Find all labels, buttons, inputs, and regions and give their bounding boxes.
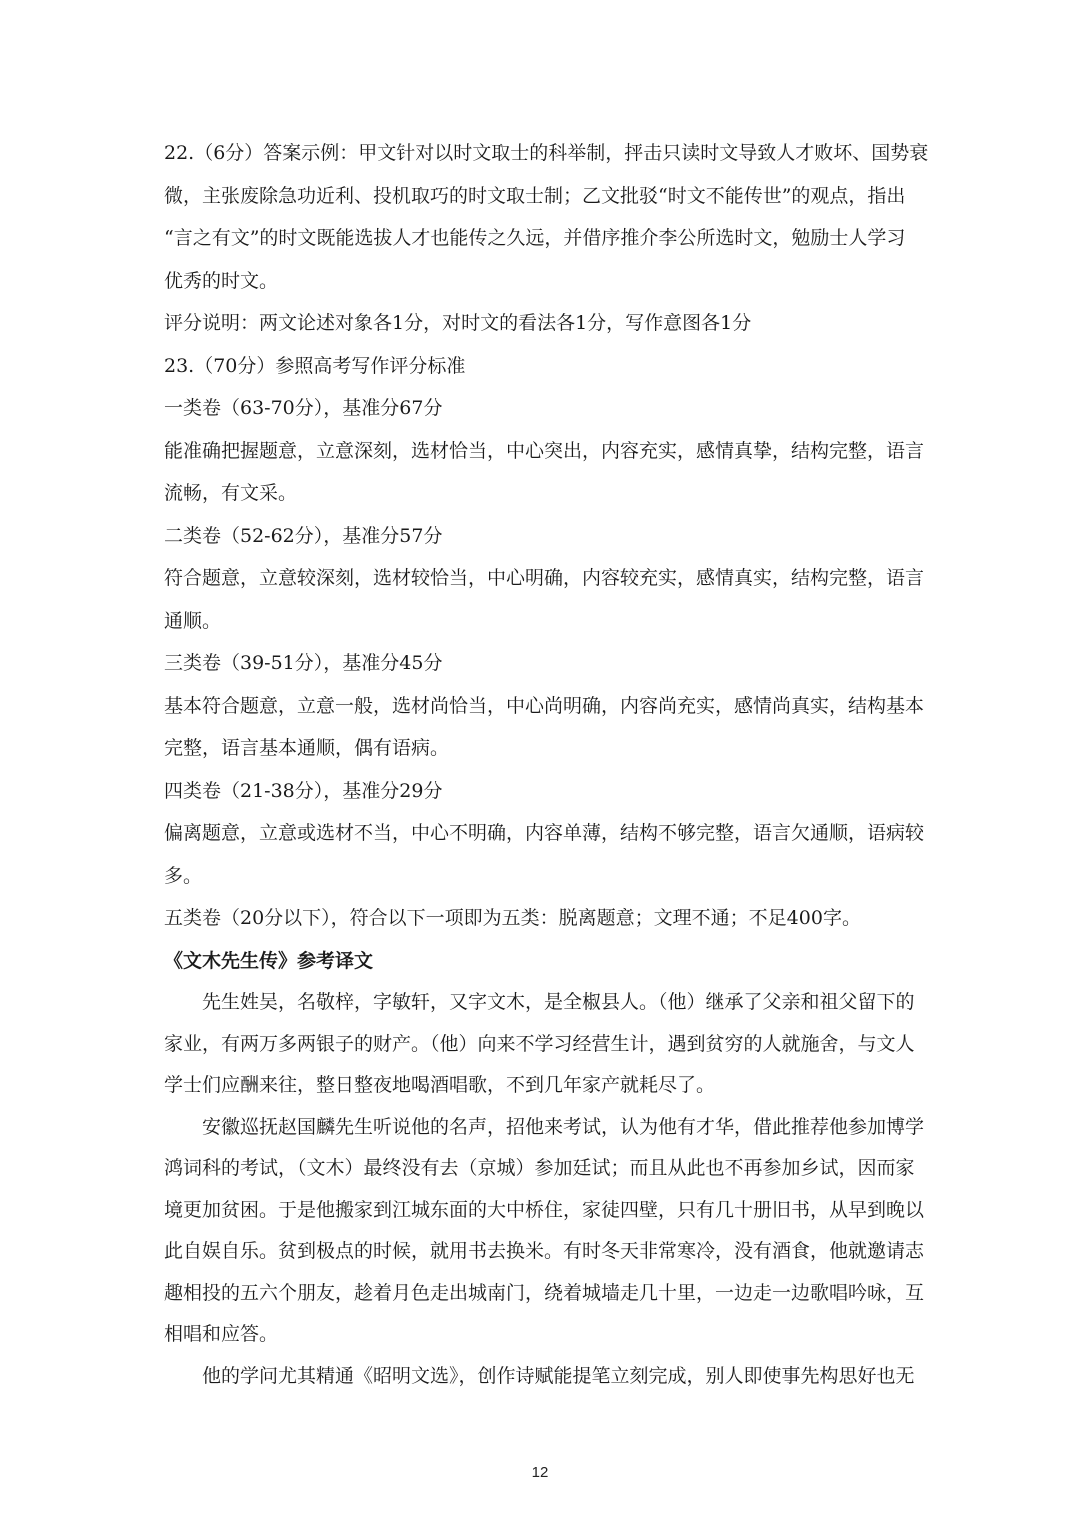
translation-line: 趣相投的五六个朋友，趁着月色走出城南门，绕着城墙走几十里，一边走一边歌唱吟咏，互 <box>164 1281 925 1304</box>
answer-line: “言之有文”的时文既能选拔人才也能传之久远，并借序推介李公所选时文，勉励士人学习 <box>164 227 906 249</box>
answer-line: 完整，语言基本通顺，偶有语病。 <box>164 737 450 759</box>
document-body <box>164 132 929 1397</box>
answer-line: 多。 <box>164 864 203 887</box>
translation-line: 学士们应酬来往，整日整夜地喝酒唱歌，不到几年家产就耗尽了。 <box>164 1074 716 1096</box>
answer-line: 能准确把握题意，立意深刻，选材恰当，中心突出，内容充实，感情真挚，结构完整，语言 <box>164 439 925 462</box>
answer-line: 二类卷（52-62分），基准分57分 <box>164 524 443 547</box>
answer-line: 通顺。 <box>164 609 222 632</box>
answer-line: 三类卷（39-51分），基准分45分 <box>164 652 443 674</box>
page-number: 12 <box>531 1464 549 1481</box>
answer-line: 四类卷（21-38分），基准分29分 <box>164 779 443 802</box>
translation-line: 安徽巡抚赵国麟先生听说他的名声，招他来考试，认为他有才华，借此推荐他参加博学 <box>202 1115 925 1138</box>
translation-line: 相唱和应答。 <box>164 1323 279 1345</box>
answer-line: 评分说明：两文论述对象各1分，对时文的看法各1分，写作意图各1分 <box>164 312 752 334</box>
answer-line: 22.（6分）答案示例：甲文针对以时文取士的科举制，抨击只读时文导致人才败坏、国势衰 <box>164 142 929 164</box>
translation-section <box>164 982 925 1397</box>
answer-line: 微，主张废除急功近利、投机取巧的时文取士制；乙文批驳“时文不能传世”的观点，指出 <box>164 184 906 207</box>
translation-line: 家业，有两万多两银子的财产。（他）向来不学习经营生计，遇到贫穷的人就施舍，与文人 <box>164 1032 915 1055</box>
answer-section <box>164 132 929 940</box>
answer-line: 偏离题意，立意或选材不当，中心不明确，内容单薄，结构不够完整，语言欠通顺，语病较 <box>164 822 925 844</box>
translation-title: 《文木先生传》参考译文 <box>164 949 374 972</box>
answer-line: 流畅，有文采。 <box>164 482 298 504</box>
translation-line: 先生姓吴，名敬梓，字敏轩，又字文木，是全椒县人。（他）继承了父亲和祖父留下的 <box>202 991 915 1013</box>
answer-line: 基本符合题意，立意一般，选材尚恰当，中心尚明确，内容尚充实，感情尚真实，结构基本 <box>164 694 925 717</box>
answer-line: 优秀的时文。 <box>164 269 279 292</box>
answer-line: 23.（70分）参照高考写作评分标准 <box>164 354 466 377</box>
translation-line: 此自娱自乐。贫到极点的时候，就用书去换米。有时冬天非常寒冷，没有酒食，他就邀请志 <box>164 1240 925 1262</box>
answer-line: 一类卷（63-70分），基准分67分 <box>164 397 443 419</box>
answer-line: 符合题意，立意较深刻，选材较恰当，中心明确，内容较充实，感情真实，结构完整，语言 <box>164 567 925 589</box>
translation-line: 他的学问尤其精通《昭明文选》，创作诗赋能提笔立刻完成，别人即使事先构思好也无 <box>202 1364 915 1387</box>
translation-line: 境更加贫困。于是他搬家到江城东面的大中桥住，家徒四壁，只有几十册旧书，从早到晚以 <box>164 1198 925 1221</box>
answer-line: 五类卷（20分以下），符合以下一项即为五类：脱离题意；文理不通；不足400字。 <box>164 907 861 929</box>
translation-line: 鸿词科的考试，（文木）最终没有去（京城）参加廷试；而且从此也不再参加乡试，因而家 <box>164 1157 915 1179</box>
